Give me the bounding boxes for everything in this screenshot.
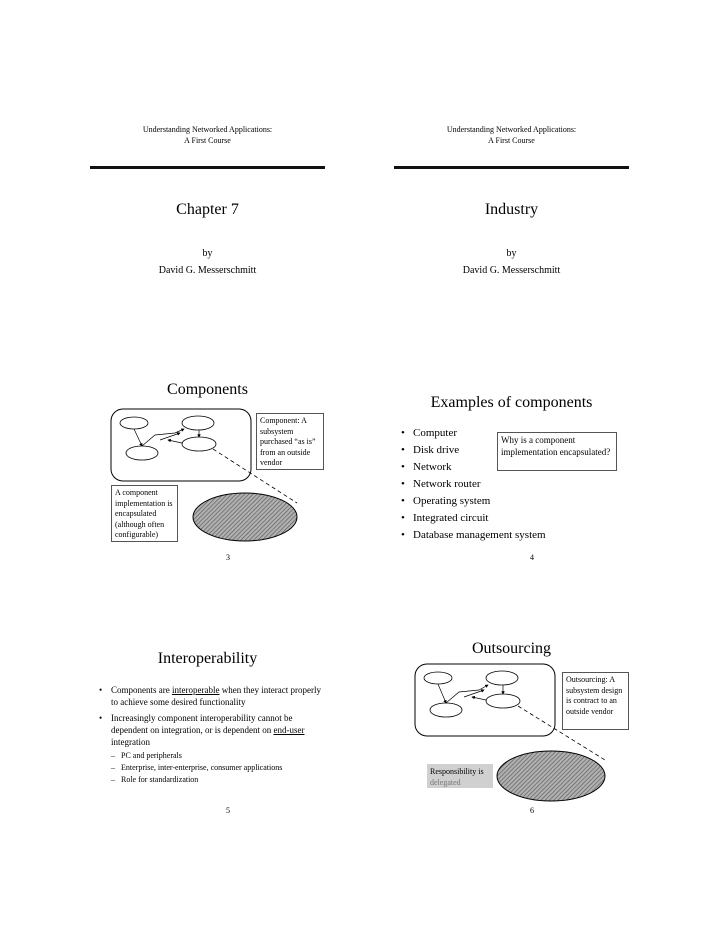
responsibility-line2: delegated — [430, 778, 461, 787]
slide-5-title: Interoperability — [157, 650, 258, 667]
module-ellipse — [430, 703, 462, 717]
bullet2-pre: Increasingly component interoperability cannot be dependent on integration, or is dependent on — [111, 713, 293, 735]
slide-6-page-number: 6 — [530, 806, 534, 815]
bullet-database-management-system: • Database management system — [401, 527, 621, 544]
bullet-operating-system: • Operating system — [401, 493, 621, 510]
bullet2-post: integration — [111, 737, 150, 747]
slide-2-header-line2: A First Course — [488, 136, 535, 145]
bullet-computer: • Computer — [401, 425, 621, 442]
bullet-network: • Network — [401, 459, 621, 476]
bullet1-pre: Components are — [111, 685, 172, 695]
subbullet-standardization: – Role for standardization — [111, 774, 324, 786]
subbullet-pc-peripherals: – PC and peripherals — [111, 750, 324, 762]
responsibility-line1: Responsibility is — [430, 767, 484, 776]
slide-6-callout-outsourcing: Outsourcing: A subsystem design is contract to an outside vendor — [562, 672, 629, 730]
slide-2-author: David G. Messerschmitt — [462, 265, 561, 276]
module-ellipse — [486, 671, 518, 685]
bullet-network-router: • Network router — [401, 476, 621, 493]
slide-4-callout: Why is a component implementation encapsulated? — [497, 432, 617, 471]
slide-2-header-line1: Understanding Networked Applications: — [446, 125, 577, 134]
module-ellipse — [424, 672, 452, 684]
bullet-integrated-circuit: • Integrated circuit — [401, 510, 621, 527]
slide-1-title: Chapter 7 — [176, 201, 239, 218]
bullet1-post: when they interact properly to achieve some desired functionality — [111, 685, 321, 707]
slide-1-author: David G. Messerschmitt — [158, 265, 257, 276]
outsourced-implementation-ellipse — [497, 751, 605, 801]
slide-1-header-line2: A First Course — [184, 136, 231, 145]
slide-3-title: Components — [167, 381, 248, 398]
term-interoperable: interoperable — [172, 685, 220, 695]
slide-6-title: Outsourcing — [471, 640, 552, 657]
slide-2-by: by — [506, 248, 517, 259]
term-end-user: end-user — [273, 725, 305, 735]
slide-3-page-number: 3 — [226, 553, 230, 562]
slide-4-title: Examples of components — [430, 394, 593, 411]
slide-1-header-line1: Understanding Networked Applications: — [142, 125, 273, 134]
slide-1-by: by — [202, 248, 213, 259]
slide-4-page-number: 4 — [530, 553, 534, 562]
slide-2-title: Industry — [484, 201, 539, 218]
slide-3-callout-encapsulated: A component implementation is encapsulated (although often configurable) — [111, 485, 178, 542]
outsourced-ellipse — [486, 694, 520, 708]
slide-6-responsibility-box — [427, 764, 493, 788]
subbullet-enterprise-applications: – Enterprise, inter-enterprise, consumer applications — [111, 762, 324, 774]
slide-3-callout-component: Component: A subsystem purchased “as is” from an outside vendor — [256, 413, 324, 470]
bullet-disk-drive: • Disk drive — [401, 442, 621, 459]
slide-5-page-number: 5 — [226, 806, 230, 815]
